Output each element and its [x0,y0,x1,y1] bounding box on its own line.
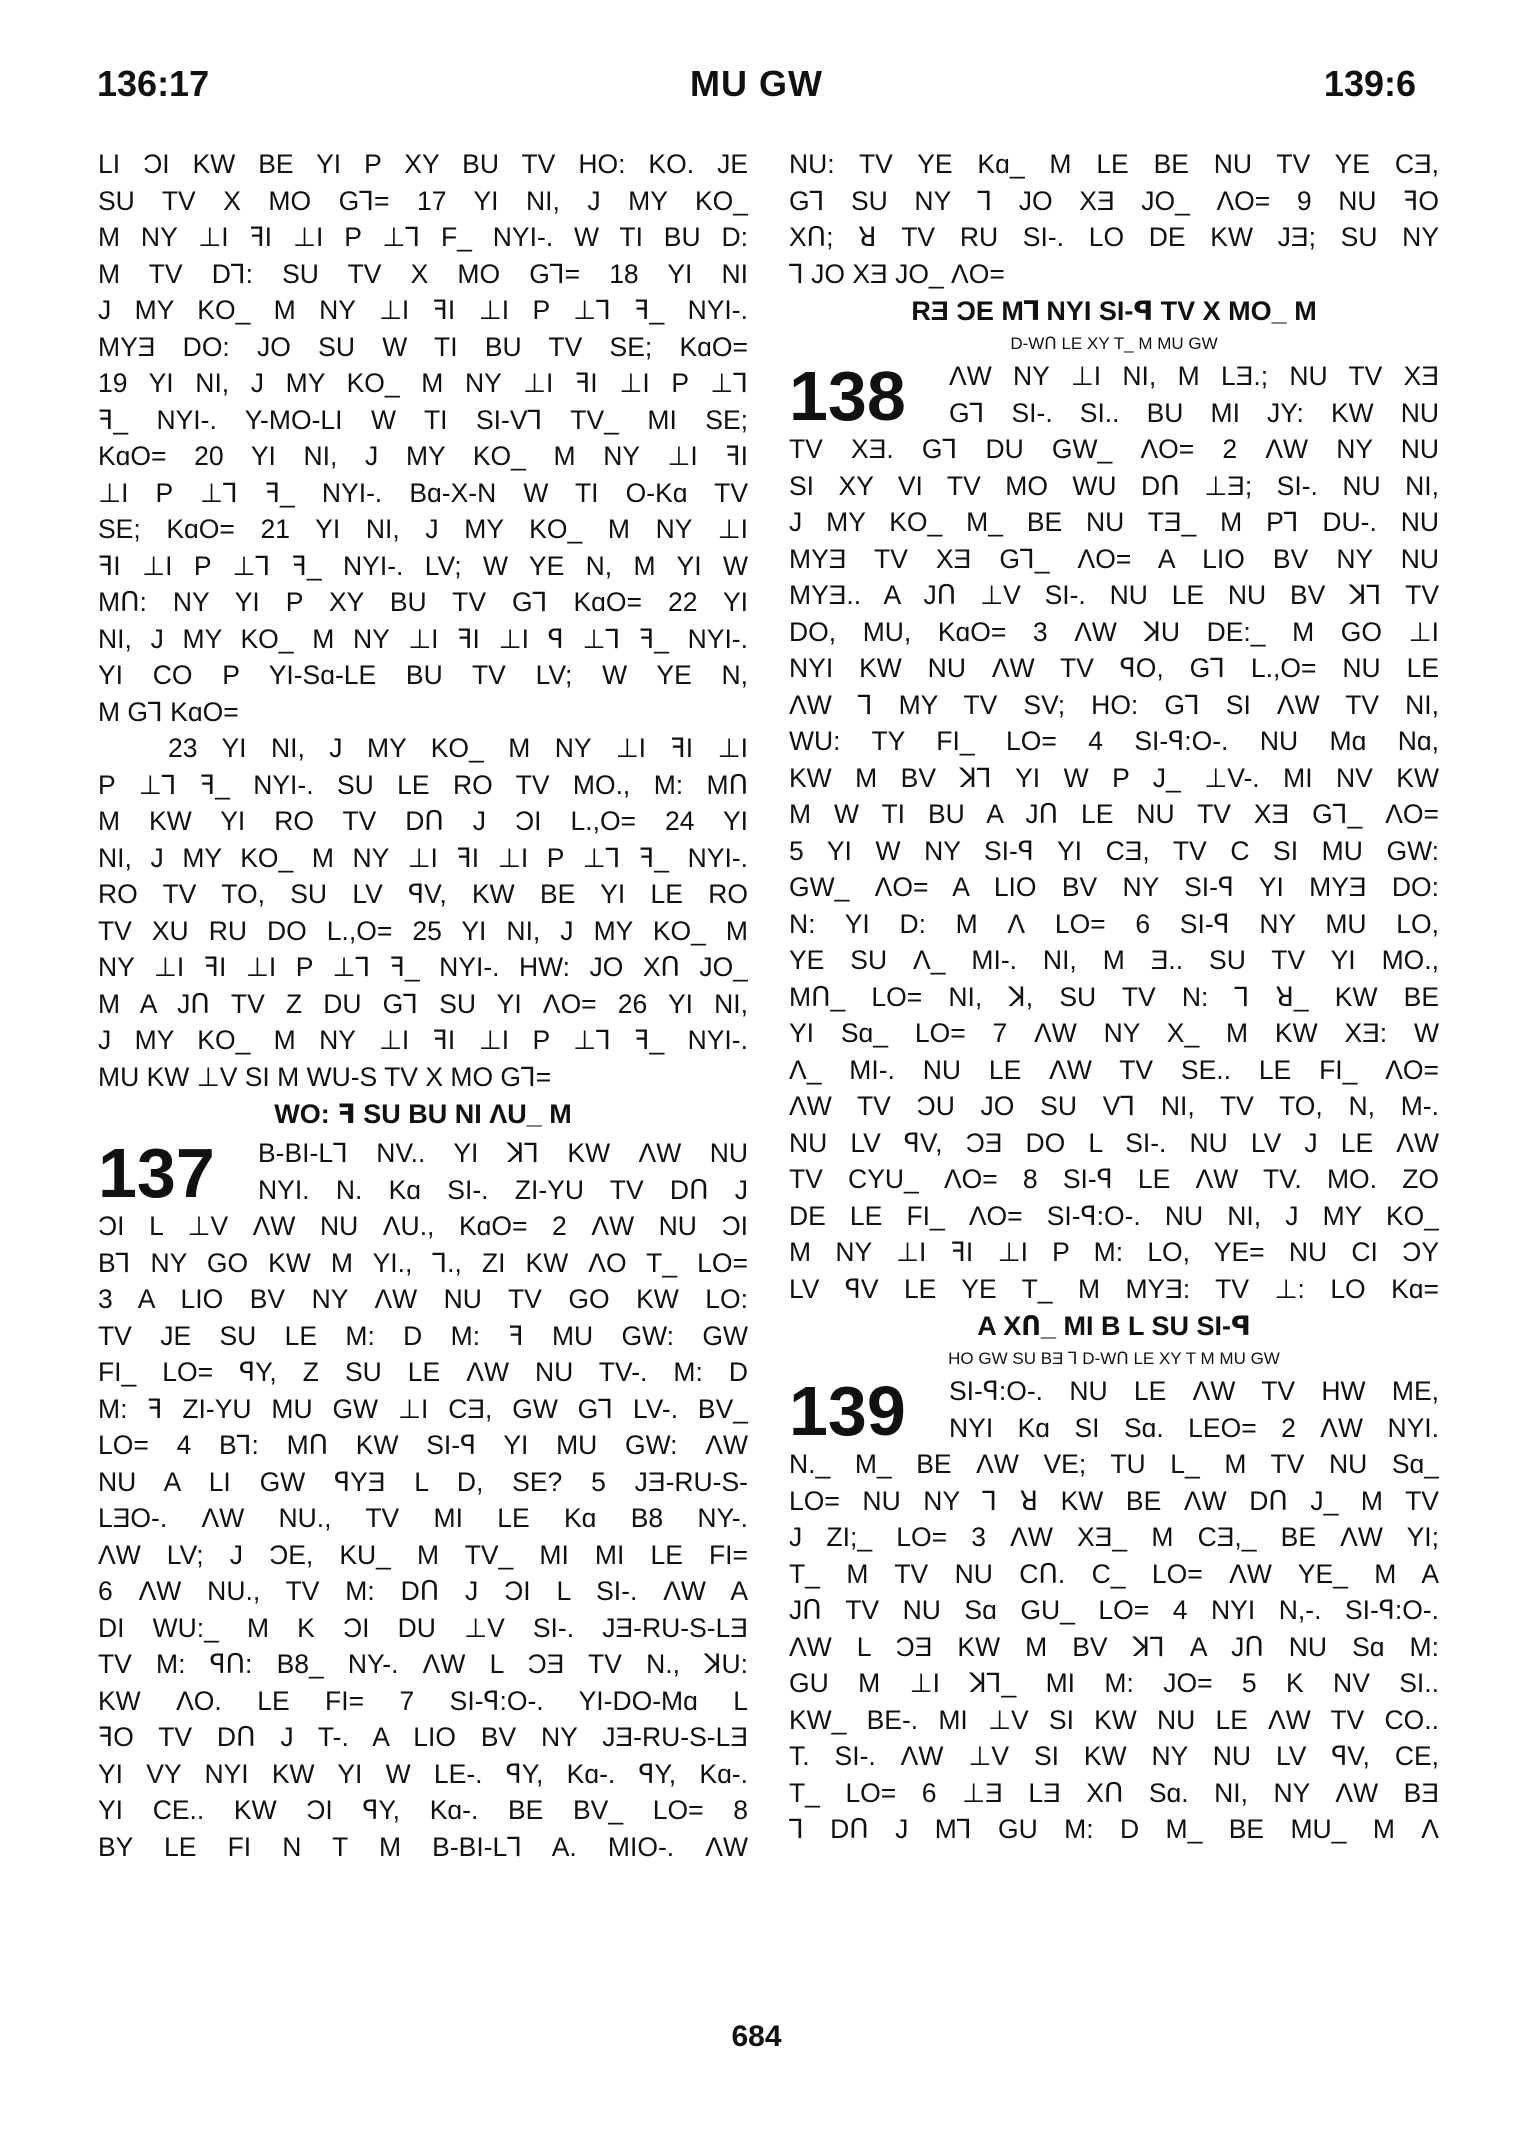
text-line: LƎO-. ɅW NU., TV MI LE Kɑ B8 NY-. [98,1503,748,1533]
text-line: NY ⊥I ꟻI ⊥I P ⊥⅂ ꟻ_ NYI-. HW: JO XՈ JO_ [98,952,748,982]
text-line: M TV D⅂: SU TV X MO G⅂= 18 YI NI [98,258,748,289]
text-line: 6 ɅW NU., TV M: DՈ J ƆI L SI-. ɅW A [98,1576,748,1606]
text-line: ɅW LV; J ƆE, KU_ M TV_ MI MI LE FI= [98,1539,748,1570]
text-line: LV ꟼV LE YE T_ M MYƎ: TV ⊥: LO Kɑ= [789,1273,1439,1304]
text-line: DO, MU, KɑO= 3 ɅW ꓘU DE:_ M GO ⊥I [789,616,1439,647]
text-line: NU A LI GW ꟼYƎ L D, SE? 5 JƎ-RU-S- [98,1466,748,1497]
text-line: J MY KO_ M NY ⊥I ꟻI ⊥I P ⊥⅂ ꟻ_ NYI-. [98,1025,748,1055]
text-line: KW_ BE-. MI ⊥V SI KW NU LE ɅW TV CO.. [789,1704,1439,1735]
psalm-138-number: 138 [789,357,906,435]
text-line: ꟻI ⊥I P ⊥⅂ ꟻ_ NYI-. LV; W YE N, M YI W [98,550,748,581]
text-line: YI Sɑ_ LO= 7 ɅW NY X_ M KW XƎ: W [789,1018,1439,1048]
text-line: 19 YI NI, J MY KO_ M NY ⊥I ꟻI ⊥I P ⊥⅂ [98,368,748,398]
text-line: TV CYU_ ɅO= 8 SI-ꟼ LE ɅW TV. MO. ZO [789,1164,1439,1194]
text-line: TV M: ꟼՈ: B8_ NY-. ɅW L ƆƎ TV N., ꓘU: [98,1649,748,1679]
text-line: Ʌ_ MI-. NU LE ɅW TV SE.. LE FI_ ɅO= [789,1054,1439,1085]
text-line: ɅW TV ƆU JO SU V⅂ NI, TV TO, N, M-. [789,1091,1439,1121]
text-line: M NY ⊥I ꟻI ⊥I P ⊥⅂ F_ NYI-. W TI BU D: [98,222,748,252]
text-line: KW M BV ꓘ⅂ YI W P J_ ⊥V-. MI NV KW [789,762,1439,793]
text-line: ƆI L ⊥V ɅW NU ɅU., KɑO= 2 ɅW NU ƆI [98,1211,748,1241]
text-line: B⅂ NY GO KW M YI., ⅂., ZI KW ɅO T_ LO= [98,1247,748,1278]
text-line: N._ M_ BE ɅW VE; TU L_ M TV NU Sɑ_ [789,1449,1439,1479]
text-line: B-BI-L⅂ NV.. YI ꓘ⅂ KW ɅW NU [258,1138,748,1168]
left-text-block-b [98,730,748,1095]
text-line: M NY ⊥I ꟻI ⊥I P M: LO, YE= NU CI ƆY [789,1237,1439,1267]
text-line: NYI. N. Kɑ SI-. ZI-YU TV DՈ J [258,1174,748,1205]
text-line: MYƎ DO: JO SU W TI BU TV SE; KɑO= [98,331,748,362]
text-line: GU M ⊥I ꓘ⅂_ MI M: JO= 5 K NV SI.. [789,1668,1439,1698]
text-line: J MY KO_ M_ BE NU TƎ_ M P⅂ DU-. NU [789,507,1439,537]
psalm-138-text [789,358,1439,1307]
text-line: G⅂ SU NY ⅂ JO XƎ JO_ ɅO= 9 NU ꟻO [789,185,1439,216]
running-head-right: 139:6 [1323,63,1416,104]
psalm-138-title: RƎ ƆE M⅂ NYI SI-ꟼ TV X MO_ M [911,296,1317,326]
text-line: 5 YI W NY SI-ꟼ YI CƎ, TV C SI MU GW: [789,835,1439,866]
text-line: M W TI BU A JՈ LE NU TV XƎ G⅂_ ɅO= [789,799,1439,829]
text-line: NYI KW NU ɅW TV ꟼO, G⅂ L.,O= NU LE [789,653,1439,683]
psalm-138-subtitle: D-WՈ LE XY T_ M MU GW [1010,334,1218,353]
text-line: LO= NU NY ⅂ ꓤ KW BE ɅW DՈ J_ M TV [789,1485,1439,1516]
text-line: MYƎ.. A JՈ ⊥V SI-. NU LE NU BV ꓘ⅂ TV [789,580,1439,610]
running-head-title: MU GW [690,63,823,104]
text-line: YI CO P YI-Sɑ-LE BU TV LV; W YE N, [98,660,748,690]
psalm-137-text [98,1135,748,1865]
text-line: XՈ; ꓤ TV RU SI-. LO DE KW JƎ; SU NY [789,222,1439,252]
text-line: FI_ LO= ꟼY, Z SU LE ɅW NU TV-. M: D [98,1357,748,1387]
text-line: MYƎ TV XƎ G⅂_ ɅO= A LIO BV NY NU [789,543,1439,574]
text-line: LO= 4 B⅂: MՈ KW SI-ꟼ YI MU GW: ɅW [98,1430,748,1460]
text-line: KW ɅO. LE FI= 7 SI-ꟼ:O-. YI-DO-Mɑ L [98,1685,748,1716]
text-line: T_ LO= 6 ⊥Ǝ LƎ XՈ Sɑ. NI, NY ɅW BƎ [789,1777,1439,1808]
text-line: ꟻO TV DՈ J T-. A LIO BV NY JƎ-RU-S-LƎ [98,1722,748,1752]
text-line: J MY KO_ M NY ⊥I ꟻI ⊥I P ⊥⅂ ꟻ_ NYI-. [98,295,748,325]
text-line: P ⊥⅂ ꟻ_ NYI-. SU LE RO TV MO., M: MՈ [98,769,748,800]
text-line: 23 YI NI, J MY KO_ M NY ⊥I ꟻI ⊥I [168,733,748,763]
text-line: SE; KɑO= 21 YI NI, J MY KO_ M NY ⊥I [98,514,748,544]
right-column [789,146,1439,1848]
text-line: TV JE SU LE M: D M: ꟻ MU GW: GW [98,1320,748,1351]
text-line: G⅂ SI-. SI.. BU MI JY: KW NU [949,397,1439,428]
text-line: M: ꟻ ZI-YU MU GW ⊥I CƎ, GW G⅂ LV-. BV_ [98,1393,748,1424]
text-line: DE LE FI_ ɅO= SI-ꟼ:O-. NU NI, J MY KO_ [789,1200,1439,1231]
text-line: TV XU RU DO L.,O= 25 YI NI, J MY KO_ M [98,915,748,946]
right-text-block-a [789,146,1439,292]
text-line: ⅂ JO XƎ JO_ ɅO= [789,258,1005,289]
text-line: DI WU:_ M K ƆI DU ⊥V SI-. JƎ-RU-S-LƎ [98,1612,748,1643]
text-line: NU: TV YE Kɑ_ M LE BE NU TV YE CƎ, [789,149,1439,179]
left-column [98,146,748,1865]
psalm-137-number: 137 [98,1134,215,1212]
text-line: M A JՈ TV Z DU G⅂ SU YI ɅO= 26 YI NI, [98,988,748,1019]
text-line: WU: TY FI_ LO= 4 SI-ꟼ:O-. NU Mɑ Nɑ, [789,726,1439,756]
text-line: N: YI D: M Ʌ LO= 6 SI-ꟼ NY MU LO, [789,908,1439,939]
text-line: NI, J MY KO_ M NY ⊥I ꟻI ⊥I ꟼ ⊥⅂ ꟻ_ NYI-. [98,623,748,654]
text-line: MU KW ⊥V SI M WU-S TV X MO G⅂= [98,1061,552,1092]
text-line: ꟻ_ NYI-. Y-MO-LI W TI SI-V⅂ TV_ MI SE; [98,404,748,435]
page-number: 684 [731,2020,782,2053]
text-line: LI ƆI KW BE YI P XY BU TV HO: KO. JE [98,149,748,179]
text-line: NU LV ꟼV, ƆƎ DO L SI-. NU LV J LE ɅW [789,1127,1439,1158]
text-line: MՈ_ LO= NI, ꓘ, SU TV N: ⅂ ꓤ_ KW BE [789,981,1439,1012]
text-line: YI CE.. KW ƆI ꟼY, Kɑ-. BE BV_ LO= 8 [98,1795,748,1825]
text-line: ɅW L ƆƎ KW M BV ꓘ⅂ A JՈ NU Sɑ M: [789,1631,1439,1662]
text-line: NYI Kɑ SI Sɑ. LEO= 2 ɅW NYI. [949,1412,1439,1443]
text-line: ⊥I P ⊥⅂ ꟻ_ NYI-. Bɑ-X-N W TI O-Kɑ TV [98,477,748,508]
text-line: NI, J MY KO_ M NY ⊥I ꟻI ⊥I P ⊥⅂ ꟻ_ NYI-. [98,842,748,873]
text-line: TV XƎ. G⅂ DU GW_ ɅO= 2 ɅW NY NU [789,434,1439,464]
text-line: SI XY VI TV MO WU DՈ ⊥Ǝ; SI-. NU NI, [789,470,1439,501]
text-line: MՈ: NY YI P XY BU TV G⅂ KɑO= 22 YI [98,587,748,617]
text-line: 3 A LIO BV NY ɅW NU TV GO KW LO: [98,1284,748,1314]
text-line: JՈ TV NU Sɑ GU_ LO= 4 NYI N,-. SI-ꟼ:O-. [789,1595,1439,1625]
psalm-139-number: 139 [789,1372,906,1450]
text-line: T_ M TV NU CՈ. C_ LO= ɅW YE_ M A [789,1558,1439,1589]
psalm-137-title: WO: ꟻ SU BU NI ɅU_ M [274,1099,572,1129]
running-head-left: 136:17 [97,63,210,104]
psalm-139-title: A XՈ_ MI B L SU SI-ꟼ [977,1311,1251,1341]
text-line: J ZI;_ LO= 3 ɅW XƎ_ M CƎ,_ BE ɅW YI; [789,1522,1439,1552]
text-line: SU TV X MO G⅂= 17 YI NI, J MY KO_ [98,185,748,216]
text-line: RO TV TO, SU LV ꟼV, KW BE YI LE RO [98,879,748,909]
psalm-139-block [789,1373,1439,1848]
text-line: YE SU Ʌ_ MI-. NI, M Ǝ.. SU TV YI MO., [789,945,1439,975]
text-line: T. SI-. ɅW ⊥V SI KW NY NU LV ꟼV, CE, [789,1741,1439,1771]
text-line: KɑO= 20 YI NI, J MY KO_ M NY ⊥I ꟻI [98,441,748,471]
text-line: M KW YI RO TV DՈ J ƆI L.,O= 24 YI [98,806,748,836]
text-line: YI VY NYI KW YI W LE-. ꟼY, Kɑ-. ꟼY, Kɑ-. [98,1758,748,1789]
text-line: M G⅂ KɑO= [98,696,239,727]
psalm-138-block [789,358,1439,1307]
text-line: BY LE FI N T M B-BI-L⅂ A. MIO-. ɅW [98,1831,748,1862]
text-line: ɅW NY ⊥I NI, M LƎ.; NU TV XƎ [949,361,1439,391]
psalm-139-subtitle: HO GW SU BƎ ⅂ D-WՈ LE XY T M MU GW [948,1349,1280,1368]
text-line: ɅW ⅂ MY TV SV; HO: G⅂ SI ɅW TV NI, [789,689,1439,720]
text-line: SI-ꟼ:O-. NU LE ɅW TV HW ME, [949,1376,1439,1406]
left-text-block-a [98,146,748,730]
psalm-137-block [98,1135,748,1865]
text-line: GW_ ɅO= A LIO BV NY SI-ꟼ YI MYƎ DO: [789,872,1439,902]
text-line: ⅂ DՈ J M⅂ GU M: D M_ BE MU_ M Ʌ [789,1814,1439,1844]
